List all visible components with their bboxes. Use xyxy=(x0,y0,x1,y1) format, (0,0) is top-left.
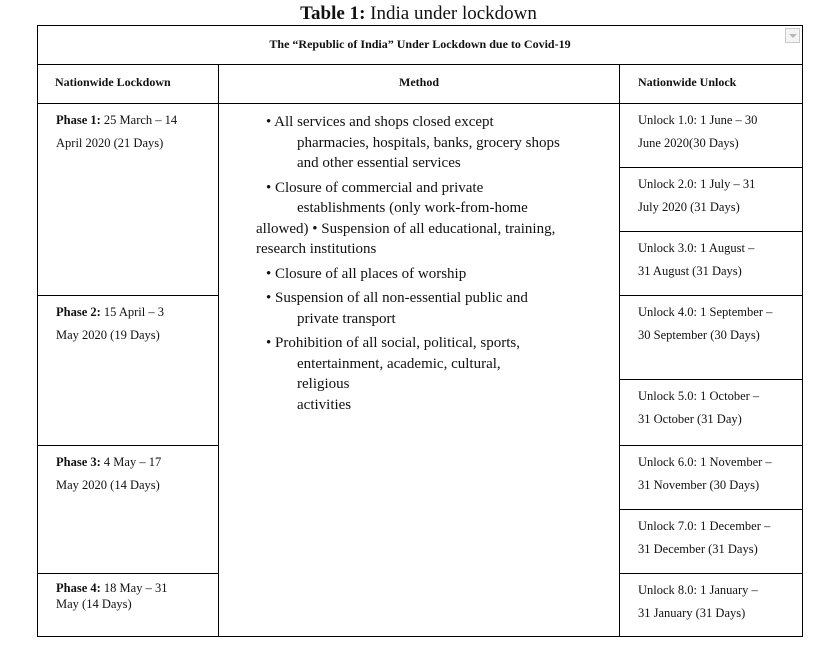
unlock-text: Unlock 2.0: 1 July – 31 xyxy=(638,177,756,191)
method-cell xyxy=(256,112,611,415)
unlock-cell xyxy=(638,173,800,219)
unlock-divider xyxy=(619,509,803,510)
unlock-text: July 2020 (31 Days) xyxy=(638,200,740,214)
unlock-divider xyxy=(619,231,803,232)
method-line: • Closure of commercial and private xyxy=(266,179,484,196)
method-line: • Closure of all places of worship xyxy=(266,265,467,282)
unlock-cell xyxy=(638,301,800,347)
column-divider-1 xyxy=(218,64,219,637)
phase-text: April 2020 (21 Days) xyxy=(56,136,164,150)
unlock-cell xyxy=(638,451,800,497)
caption-label: Table 1: xyxy=(300,3,366,24)
unlock-text: Unlock 3.0: 1 August – xyxy=(638,241,755,255)
unlock-text: Unlock 7.0: 1 December – xyxy=(638,519,771,533)
method-line: private transport xyxy=(297,310,396,327)
unlock-text: 31 November (30 Days) xyxy=(638,478,760,492)
unlock-divider xyxy=(619,379,803,380)
method-line: • Prohibition of all social, political, sports, xyxy=(266,335,520,351)
table-caption xyxy=(0,3,837,25)
phase-text: May 2020 (19 Days) xyxy=(56,328,160,342)
unlock-text: 31 December (31 Days) xyxy=(638,542,758,556)
phase-cell xyxy=(56,109,216,155)
unlock-divider xyxy=(619,167,803,168)
phase-divider xyxy=(37,573,219,574)
method-line: religious xyxy=(297,376,350,392)
header-nationwide-unlock: Nationwide Unlock xyxy=(638,75,737,89)
method-line: establishments (only work-from-home xyxy=(297,200,528,216)
table-border-left xyxy=(37,25,38,637)
method-line: research institutions xyxy=(256,241,377,257)
unlock-divider xyxy=(619,445,803,446)
phase-label: Phase 3: xyxy=(56,455,101,469)
unlock-text: 30 September (30 Days) xyxy=(638,328,760,342)
method-line: pharmacies, hospitals, banks, grocery shops xyxy=(297,134,560,151)
unlock-divider xyxy=(619,573,803,574)
table-title: The “Republic of India” Under Lockdown due to Covid-19 xyxy=(269,37,571,51)
unlock-text: Unlock 1.0: 1 June – 30 xyxy=(638,113,758,127)
unlock-cell xyxy=(638,579,800,625)
method-line: and other essential services xyxy=(297,155,461,171)
unlock-cell xyxy=(638,385,800,431)
method-line: entertainment, academic, cultural, xyxy=(297,355,501,372)
unlock-cell xyxy=(638,109,800,155)
phase-divider xyxy=(37,445,219,446)
unlock-text: Unlock 6.0: 1 November – xyxy=(638,455,772,469)
unlock-text: 31 August (31 Days) xyxy=(638,264,742,278)
table-border-right xyxy=(802,25,803,637)
phase-text: May (14 Days) xyxy=(56,597,132,611)
method-line: allowed) • Suspension of all educational, training, xyxy=(256,220,556,237)
phase-divider xyxy=(37,295,219,296)
phase-cell xyxy=(56,580,216,612)
header-nationwide-lockdown: Nationwide Lockdown xyxy=(55,75,171,89)
unlock-text: 31 January (31 Days) xyxy=(638,606,746,620)
column-divider-2 xyxy=(619,64,620,637)
phase-label: Phase 2: xyxy=(56,305,101,319)
phase-text: May 2020 (14 Days) xyxy=(56,478,160,492)
unlock-divider xyxy=(619,295,803,296)
method-line: activities xyxy=(297,396,352,413)
table-border-top xyxy=(37,25,803,26)
phase-label: Phase 1: xyxy=(56,113,101,127)
header-method: Method xyxy=(399,75,439,89)
unlock-cell xyxy=(638,237,800,283)
unlock-cell xyxy=(638,515,800,561)
phase-text: 18 May – 31 xyxy=(100,581,168,595)
title-divider xyxy=(37,64,803,65)
table-border-bottom xyxy=(37,636,803,637)
phase-text: 15 April – 3 xyxy=(100,305,164,319)
unlock-text: 31 October (31 Day) xyxy=(638,412,742,426)
method-line: • Suspension of all non-essential public and xyxy=(266,290,528,306)
phase-text: 4 May – 17 xyxy=(100,455,162,469)
phase-label: Phase 4: xyxy=(56,581,101,595)
method-line: • All services and shops closed except xyxy=(266,114,494,130)
phase-cell xyxy=(56,451,216,497)
caption-text: India under lockdown xyxy=(365,3,537,24)
unlock-text: Unlock 5.0: 1 October – xyxy=(638,389,760,403)
unlock-text: Unlock 4.0: 1 September – xyxy=(638,305,773,319)
phase-text: 25 March – 14 xyxy=(100,113,178,127)
header-divider xyxy=(37,103,803,104)
unlock-text: June 2020(30 Days) xyxy=(638,136,739,150)
unlock-text: Unlock 8.0: 1 January – xyxy=(638,583,758,597)
phase-cell xyxy=(56,301,216,347)
